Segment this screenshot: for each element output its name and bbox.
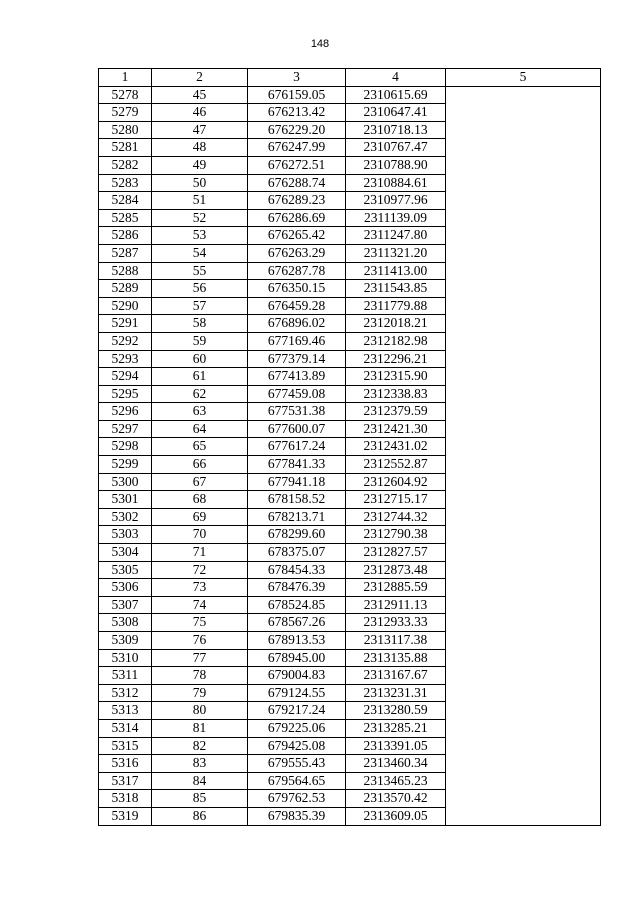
- table-cell: 677413.89: [248, 368, 346, 386]
- table-cell: 48: [152, 139, 248, 157]
- table-cell: 5301: [99, 491, 152, 509]
- table-cell: 65: [152, 438, 248, 456]
- table-cell: 679835.39: [248, 807, 346, 825]
- table-cell: 5307: [99, 596, 152, 614]
- table-cell: 5295: [99, 385, 152, 403]
- table-cell: 5314: [99, 719, 152, 737]
- table-body: [99, 86, 601, 825]
- table-cell: 64: [152, 420, 248, 438]
- table-cell: 2313609.05: [346, 807, 446, 825]
- table-cell: 5285: [99, 209, 152, 227]
- table-cell: 5288: [99, 262, 152, 280]
- table-cell: 2310977.96: [346, 192, 446, 210]
- table-cell: 678158.52: [248, 491, 346, 509]
- table-cell: 676287.78: [248, 262, 346, 280]
- table-cell: 72: [152, 561, 248, 579]
- table-cell: 678375.07: [248, 544, 346, 562]
- table-cell: 2313280.59: [346, 702, 446, 720]
- table-cell: 2313167.67: [346, 667, 446, 685]
- table-cell: 678454.33: [248, 561, 346, 579]
- table-cell: 5294: [99, 368, 152, 386]
- table-cell: 677617.24: [248, 438, 346, 456]
- table-cell: 74: [152, 596, 248, 614]
- table-cell: 2312338.83: [346, 385, 446, 403]
- table-cell: 75: [152, 614, 248, 632]
- table-cell: 2313117.38: [346, 632, 446, 650]
- table-cell: 679425.08: [248, 737, 346, 755]
- table-cell: 676159.05: [248, 86, 346, 104]
- table-cell: 50: [152, 174, 248, 192]
- table-header-row: [99, 69, 601, 87]
- table-cell: 5312: [99, 684, 152, 702]
- table-cell: 5297: [99, 420, 152, 438]
- table-cell: 678524.85: [248, 596, 346, 614]
- table-cell: 53: [152, 227, 248, 245]
- table-cell: 676265.42: [248, 227, 346, 245]
- table-cell: 2311247.80: [346, 227, 446, 245]
- table-cell: 678476.39: [248, 579, 346, 597]
- table-cell: 679564.65: [248, 772, 346, 790]
- table-cell: 5317: [99, 772, 152, 790]
- table-cell: 2312431.02: [346, 438, 446, 456]
- table-cell: 677841.33: [248, 456, 346, 474]
- table-cell: 5309: [99, 632, 152, 650]
- table-cell: 2311543.85: [346, 280, 446, 298]
- table-cell: 679762.53: [248, 790, 346, 808]
- table-cell: 677459.08: [248, 385, 346, 403]
- table-cell: 679124.55: [248, 684, 346, 702]
- table-cell: 45: [152, 86, 248, 104]
- table-cell: 676896.02: [248, 315, 346, 333]
- table-cell: 5287: [99, 244, 152, 262]
- table-cell: 2312379.59: [346, 403, 446, 421]
- table-cell: 2312421.30: [346, 420, 446, 438]
- table-cell: 2311139.09: [346, 209, 446, 227]
- table-cell: 2313391.05: [346, 737, 446, 755]
- table-cell: 2313285.21: [346, 719, 446, 737]
- table-cell: 2311413.00: [346, 262, 446, 280]
- column-header-3: 3: [248, 69, 346, 87]
- table-cell: 5281: [99, 139, 152, 157]
- table-cell: 2312933.33: [346, 614, 446, 632]
- page-number: 148: [310, 38, 330, 50]
- table-cell: 676350.15: [248, 280, 346, 298]
- table-cell: 5278: [99, 86, 152, 104]
- table-cell: 47: [152, 121, 248, 139]
- table-cell: 5304: [99, 544, 152, 562]
- table-cell: 2312885.59: [346, 579, 446, 597]
- table-cell: 84: [152, 772, 248, 790]
- table-cell: 5313: [99, 702, 152, 720]
- table-cell: 59: [152, 332, 248, 350]
- table-cell: 67: [152, 473, 248, 491]
- table-cell: 2311321.20: [346, 244, 446, 262]
- table-cell: 55: [152, 262, 248, 280]
- table-cell: 2312315.90: [346, 368, 446, 386]
- table-cell: 2310647.41: [346, 104, 446, 122]
- table-cell: 5319: [99, 807, 152, 825]
- table-cell: 76: [152, 632, 248, 650]
- table-cell: 676286.69: [248, 209, 346, 227]
- table-cell: 5293: [99, 350, 152, 368]
- table-cell: 676247.99: [248, 139, 346, 157]
- table-cell: 2312182.98: [346, 332, 446, 350]
- table-cell: 676459.28: [248, 297, 346, 315]
- table-cell: 73: [152, 579, 248, 597]
- table-cell: 2312790.38: [346, 526, 446, 544]
- table-cell: 2310767.47: [346, 139, 446, 157]
- table-cell: 2313465.23: [346, 772, 446, 790]
- table-cell: 2312296.21: [346, 350, 446, 368]
- table-cell: 676272.51: [248, 156, 346, 174]
- table-cell: 70: [152, 526, 248, 544]
- table-cell: 69: [152, 508, 248, 526]
- table-cell: 676263.29: [248, 244, 346, 262]
- table-cell: 2313460.34: [346, 755, 446, 773]
- table-cell: 5284: [99, 192, 152, 210]
- table-cell: 677941.18: [248, 473, 346, 491]
- table-cell: 62: [152, 385, 248, 403]
- table-cell: 679225.06: [248, 719, 346, 737]
- table-cell: 2313135.88: [346, 649, 446, 667]
- table-cell: 58: [152, 315, 248, 333]
- table-cell: 678913.53: [248, 632, 346, 650]
- table-cell: 61: [152, 368, 248, 386]
- table-cell: 677379.14: [248, 350, 346, 368]
- table-cell: 2313231.31: [346, 684, 446, 702]
- table-cell: 676289.23: [248, 192, 346, 210]
- table-cell: 85: [152, 790, 248, 808]
- table-cell: 5286: [99, 227, 152, 245]
- table-cell: 5283: [99, 174, 152, 192]
- table-cell: 2310718.13: [346, 121, 446, 139]
- table-cell: 2312827.57: [346, 544, 446, 562]
- table-cell: 83: [152, 755, 248, 773]
- table-cell: 5302: [99, 508, 152, 526]
- table-cell: 5305: [99, 561, 152, 579]
- table-cell: 679555.43: [248, 755, 346, 773]
- table-cell: 77: [152, 649, 248, 667]
- table-cell: 5291: [99, 315, 152, 333]
- table-cell: 66: [152, 456, 248, 474]
- table-cell: 5282: [99, 156, 152, 174]
- table-row: [99, 86, 601, 104]
- column-header-4: 4: [346, 69, 446, 87]
- table-cell: 5311: [99, 667, 152, 685]
- table-cell: 5303: [99, 526, 152, 544]
- table-cell: 5306: [99, 579, 152, 597]
- table-cell: 60: [152, 350, 248, 368]
- table-cell: 2312018.21: [346, 315, 446, 333]
- column-5-merged-cell: [446, 86, 601, 825]
- table-cell: 5310: [99, 649, 152, 667]
- table-cell: 5298: [99, 438, 152, 456]
- table-cell: 68: [152, 491, 248, 509]
- table-cell: 5300: [99, 473, 152, 491]
- coordinates-table: [98, 68, 601, 826]
- table-cell: 676213.42: [248, 104, 346, 122]
- table-cell: 678213.71: [248, 508, 346, 526]
- table-cell: 5290: [99, 297, 152, 315]
- table-cell: 5292: [99, 332, 152, 350]
- table-cell: 52: [152, 209, 248, 227]
- table-cell: 679217.24: [248, 702, 346, 720]
- table-cell: 78: [152, 667, 248, 685]
- table-cell: 678567.26: [248, 614, 346, 632]
- table-cell: 63: [152, 403, 248, 421]
- table-cell: 81: [152, 719, 248, 737]
- table-cell: 82: [152, 737, 248, 755]
- table-cell: 5296: [99, 403, 152, 421]
- table-cell: 80: [152, 702, 248, 720]
- table-cell: 54: [152, 244, 248, 262]
- table-cell: 679004.83: [248, 667, 346, 685]
- table-cell: 5280: [99, 121, 152, 139]
- column-header-2: 2: [152, 69, 248, 87]
- table-cell: 2312604.92: [346, 473, 446, 491]
- table-cell: 71: [152, 544, 248, 562]
- table-cell: 5318: [99, 790, 152, 808]
- table-cell: 51: [152, 192, 248, 210]
- table-cell: 678299.60: [248, 526, 346, 544]
- table-cell: 2312911.13: [346, 596, 446, 614]
- table-cell: 5289: [99, 280, 152, 298]
- table-cell: 2311779.88: [346, 297, 446, 315]
- column-header-1: 1: [99, 69, 152, 87]
- table-cell: 56: [152, 280, 248, 298]
- table-cell: 79: [152, 684, 248, 702]
- table-cell: 676288.74: [248, 174, 346, 192]
- table-cell: 5315: [99, 737, 152, 755]
- table-cell: 57: [152, 297, 248, 315]
- column-header-5: 5: [446, 69, 601, 87]
- table-cell: 86: [152, 807, 248, 825]
- table-cell: 677169.46: [248, 332, 346, 350]
- table-cell: 2312744.32: [346, 508, 446, 526]
- table-cell: 5279: [99, 104, 152, 122]
- table-cell: 2312715.17: [346, 491, 446, 509]
- table-cell: 677531.38: [248, 403, 346, 421]
- table-cell: 46: [152, 104, 248, 122]
- table-cell: 49: [152, 156, 248, 174]
- table-cell: 2310788.90: [346, 156, 446, 174]
- table-cell: 2312552.87: [346, 456, 446, 474]
- table-cell: 2310615.69: [346, 86, 446, 104]
- table-cell: 2310884.61: [346, 174, 446, 192]
- table-cell: 677600.07: [248, 420, 346, 438]
- table-cell: 5308: [99, 614, 152, 632]
- table-cell: 678945.00: [248, 649, 346, 667]
- table-cell: 2313570.42: [346, 790, 446, 808]
- table-cell: 2312873.48: [346, 561, 446, 579]
- table-cell: 676229.20: [248, 121, 346, 139]
- table-cell: 5299: [99, 456, 152, 474]
- table-cell: 5316: [99, 755, 152, 773]
